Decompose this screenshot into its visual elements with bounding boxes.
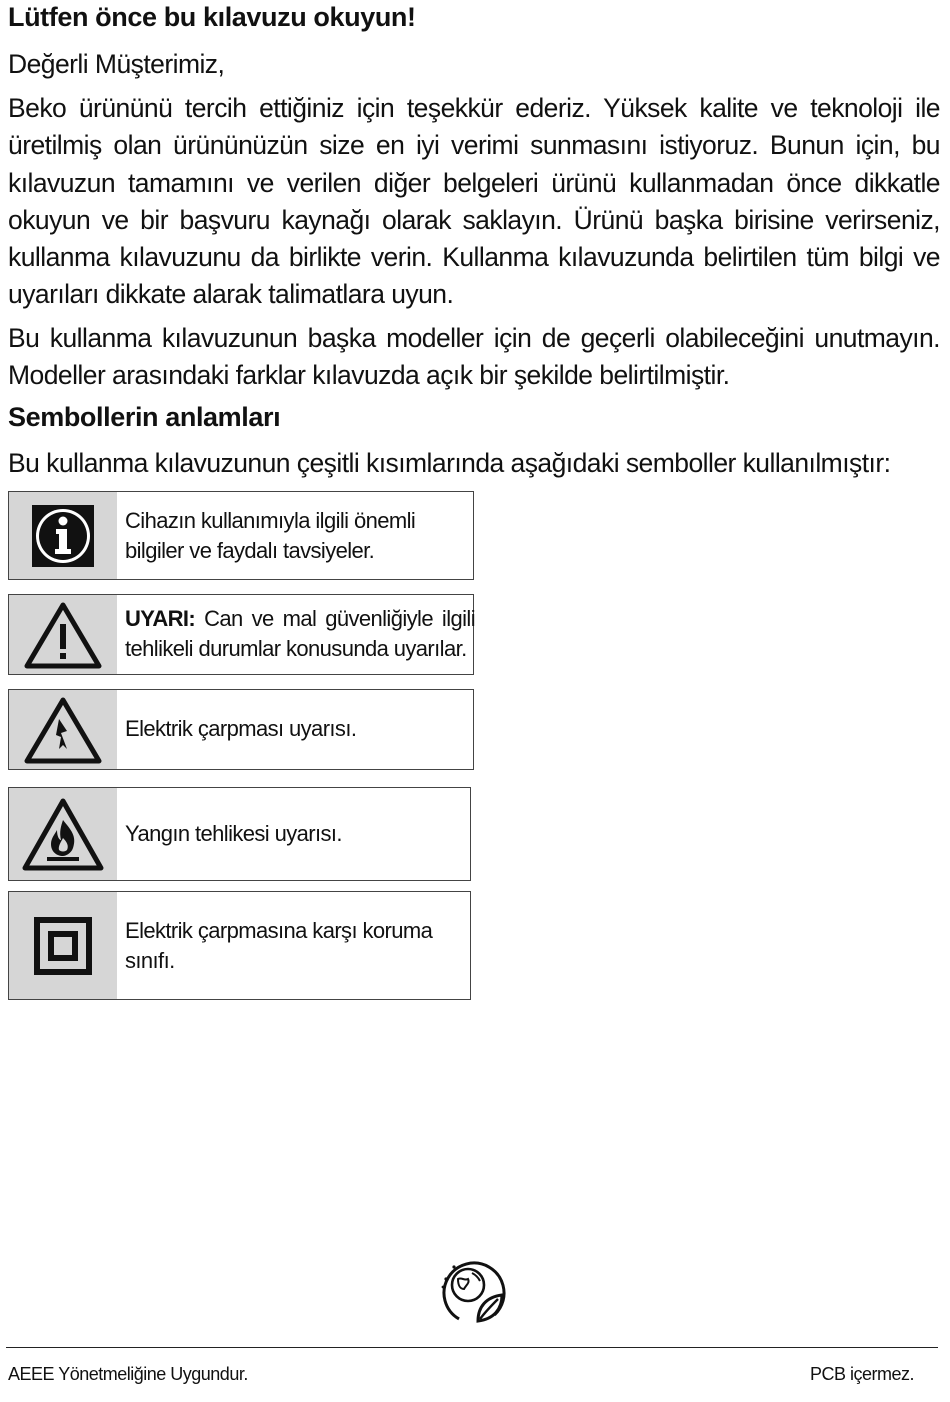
warning-text: Can ve mal güvenliğiyle ilgili tehlikeli durumlar konusunda uyarılar. bbox=[125, 606, 475, 661]
footer-aeee-compliance: AEEE Yönetmeliğine Uygundur. bbox=[8, 1364, 248, 1384]
warning-label: UYARI: bbox=[125, 606, 196, 631]
symbol-icon-cell bbox=[9, 690, 117, 769]
symbol-description bbox=[125, 604, 475, 664]
symbol-description: Yangın tehlikesi uyarısı. bbox=[125, 821, 342, 846]
symbol-description: Cihazın kullanımıyla ilgili önemli bilgiler ve faydalı tavsiyeler. bbox=[125, 508, 416, 563]
symbol-row-information bbox=[8, 491, 474, 580]
read-first-heading: Lütfen önce bu kılavuzu okuyun! bbox=[8, 2, 416, 32]
information-icon bbox=[31, 504, 95, 568]
symbols-intro: Bu kullanma kılavuzunun çeşitli kısımlarında aşağıdaki semboller kullanılmıştır: bbox=[8, 448, 891, 478]
intro-paragraph: Beko ürününü tercih ettiğiniz için teşekkür ederiz. Yüksek kalite ve teknoloji ile üretilmiş olan ürününüzün size en iyi verimi sunmasını istiyoruz. Bunun için, bu kılavuzun tamamını ve verilen diğer belgeleri ürünü kullanmadan önce dikkatle okuyun ve bir başvuru kaynağı olarak saklayın. Ürünü başka birisine verirseniz, kullanma kılavuzunu da birlikte verin. Kullanma kılavuzunda belirtilen tüm bilgi ve uyarıları dikkate alarak talimatlara uyun. bbox=[8, 93, 940, 310]
symbol-row-protection-class bbox=[8, 891, 471, 1000]
eco-globe-leaf-icon bbox=[438, 1255, 510, 1331]
symbol-icon-cell bbox=[9, 595, 117, 674]
symbol-row-fire-hazard bbox=[8, 787, 471, 881]
salutation: Değerli Müşterimiz, bbox=[8, 49, 225, 79]
symbol-description: Elektrik çarpması uyarısı. bbox=[125, 716, 357, 741]
electric-shock-icon bbox=[23, 695, 103, 765]
symbols-heading: Sembollerin anlamları bbox=[8, 402, 281, 432]
symbol-row-warning bbox=[8, 594, 474, 675]
symbol-icon-cell bbox=[9, 788, 117, 880]
footer-divider bbox=[6, 1347, 938, 1348]
symbol-icon-cell bbox=[9, 492, 117, 579]
warning-triangle-icon bbox=[23, 600, 103, 670]
protection-class-icon bbox=[34, 917, 92, 975]
fire-hazard-icon bbox=[21, 796, 105, 872]
models-paragraph: Bu kullanma kılavuzunun başka modeller için de geçerli olabileceğini unutmayın. Modeller arasındaki farklar kılavuzda açık bir şekilde belirtilmiştir. bbox=[8, 323, 940, 391]
symbol-row-electric-shock bbox=[8, 689, 474, 770]
footer-pcb-free: PCB içermez. bbox=[809, 1364, 914, 1384]
symbol-description: Elektrik çarpmasına karşı koruma sınıfı. bbox=[125, 918, 433, 973]
symbol-icon-cell bbox=[9, 892, 117, 999]
